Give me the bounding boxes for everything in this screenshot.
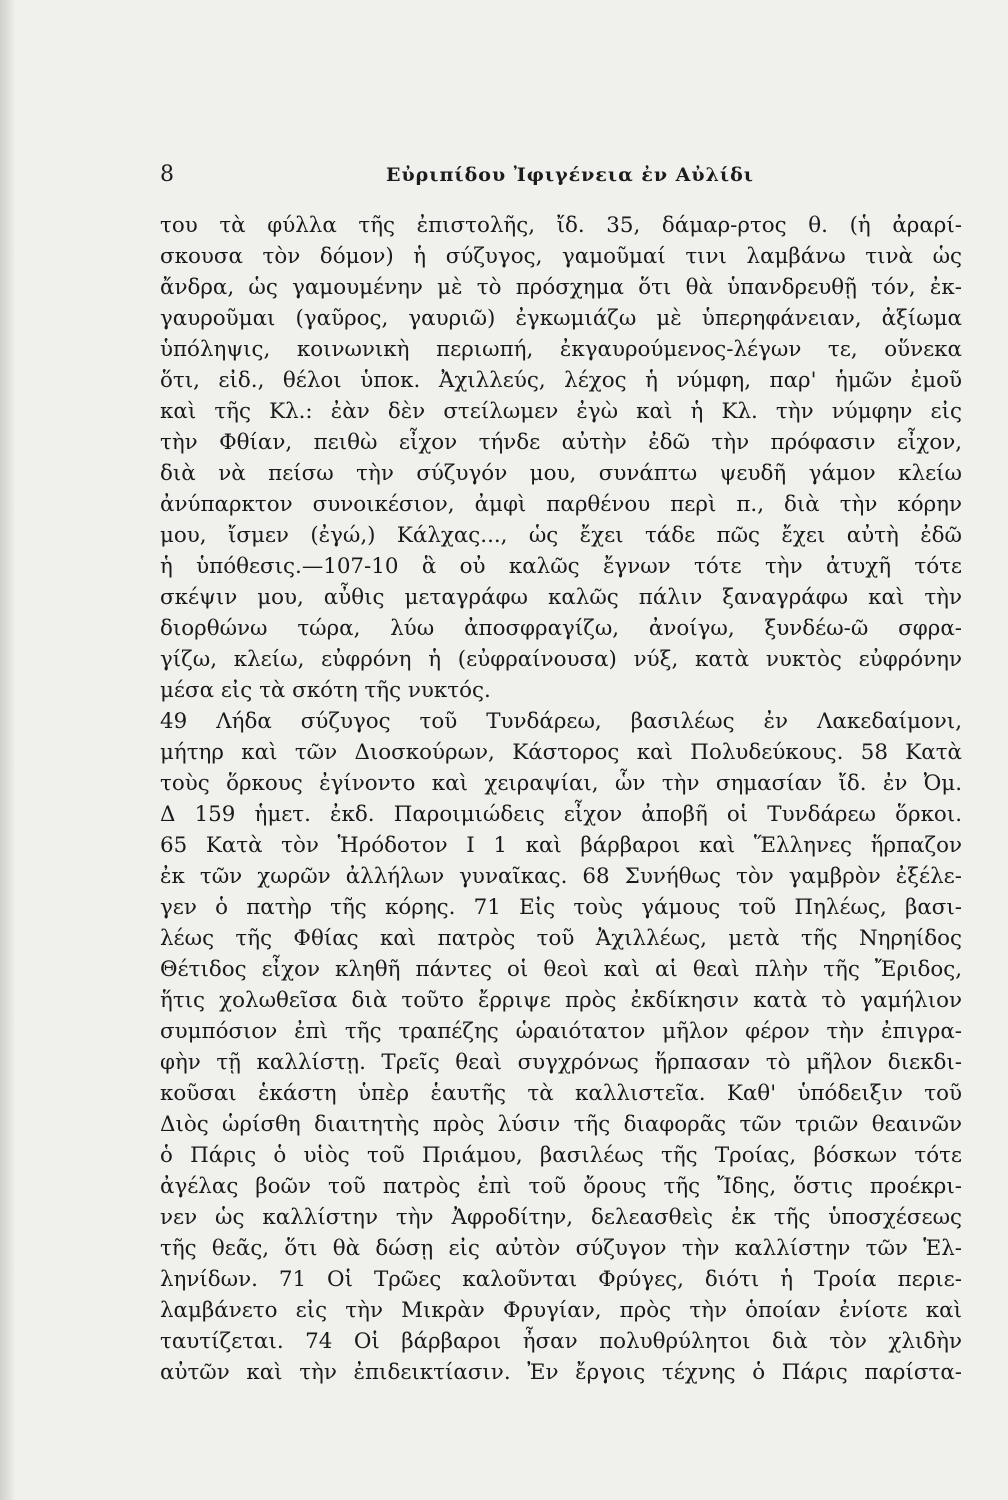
text-line: κοῦσαι ἑκάστη ὑπὲρ ἑαυτῆς τὰ καλλιστεῖα. Καθ' ὑπόδειξιν τοῦ bbox=[160, 1081, 962, 1106]
text-line: μου, ἴσμεν (ἐγώ,) Κάλχας..., ὡς ἔχει τάδε πῶς ἔχει αὐτὴ ἐδῶ bbox=[160, 523, 962, 548]
page-edge-shadow bbox=[0, 0, 14, 1500]
text-line: ἀνύπαρκτον συνοικέσιον, ἀμφὶ παρθένου περὶ π., διὰ τὴν κόρην bbox=[160, 492, 962, 517]
text-line: Διὸς ὡρίσθη διαιτητὴς πρὸς λύσιν τῆς διαφορᾶς τῶν τριῶν θεαινῶν bbox=[160, 1112, 962, 1137]
text-line: ἡ ὑπόθεσις.—107-10 ἃ οὐ καλῶς ἔγνων τότε τὴν ἀτυχῆ τότε bbox=[160, 554, 962, 579]
page-number: 8 bbox=[160, 162, 174, 187]
text-line: μέσα εἰς τὰ σκότη τῆς νυκτός. bbox=[160, 678, 491, 703]
text-line: ταυτίζεται. 74 Οἱ βάρβαροι ἦσαν πολυθρύλητοι διὰ τὸν χλιδὴν bbox=[160, 1329, 962, 1354]
text-line: διορθώνω τώρα, λύω ἀποσφραγίζω, ἀνοίγω, ξυνδέω-ῶ σφρα- bbox=[160, 616, 962, 641]
text-line: τοὺς ὅρκους ἐγίνοντο καὶ χειραψίαι, ὧν τὴν σημασίαν ἴδ. ἐν Ὀμ. bbox=[160, 771, 962, 796]
text-line: ἄνδρα, ὡς γαμουμένην μὲ τὸ πρόσχημα ὅτι θὰ ὑπανδρευθῇ τόν, ἐκ- bbox=[160, 275, 962, 300]
text-line: ὑπόληψις, κοινωνικὴ περιωπή, ἐκγαυρούμενος-λέγων τε, οὕνεκα bbox=[160, 337, 962, 362]
text-line: Θέτιδος εἶχον κληθῆ πάντες οἱ θεοὶ καὶ αἱ θεαὶ πλὴν τῆς Ἔριδος, bbox=[160, 957, 962, 982]
text-line: 65 Κατὰ τὸν Ἡρόδοτον Ι 1 καὶ βάρβαροι καὶ Ἕλληνες ἥρπαζον bbox=[160, 833, 962, 858]
text-line: ἥτις χολωθεῖσα διὰ τοῦτο ἔρριψε πρὸς ἐκδίκησιν κατὰ τὸ γαμήλιον bbox=[160, 988, 962, 1013]
text-line: γίζω, κλείω, εὐφρόνη ἡ (εὐφραίνουσα) νύξ, κατὰ νυκτὸς εὐφρόνην bbox=[160, 647, 962, 672]
text-line: 49 Λήδα σύζυγος τοῦ Τυνδάρεω, βασιλέως ἐν Λακεδαίμονι, bbox=[160, 709, 962, 734]
commentary-text bbox=[160, 210, 962, 1388]
text-line: σκέψιν μου, αὖθις μεταγράφω καλῶς πάλιν ξαναγράφω καὶ τὴν bbox=[160, 585, 962, 610]
text-line: φὴν τῇ καλλίστῃ. Τρεῖς θεαὶ συγχρόνως ἥρπασαν τὸ μῆλον διεκδι- bbox=[160, 1050, 962, 1075]
text-line: γαυροῦμαι (γαῦρος, γαυριῶ) ἐγκωμιάζω μὲ ὑπερηφάνειαν, ἀξίωμα bbox=[160, 306, 962, 331]
text-line: διὰ νὰ πείσω τὴν σύζυγόν μου, συνάπτω ψευδῆ γάμον κλείω bbox=[160, 461, 962, 486]
text-line: ὅτι, εἰδ., θέλοι ὑποκ. Ἀχιλλεύς, λέχος ἡ νύμφη, παρ' ἡμῶν ἐμοῦ bbox=[160, 368, 962, 393]
text-line: ἀγέλας βοῶν τοῦ πατρὸς ἐπὶ τοῦ ὄρους τῆς Ἴδης, ὅστις προέκρι- bbox=[160, 1174, 962, 1199]
text-line: τῆς θεᾶς, ὅτι θὰ δώσῃ εἰς αὐτὸν σύζυγον τὴν καλλίστην τῶν Ἑλ- bbox=[160, 1236, 962, 1261]
text-line: σκουσα τὸν δόμον) ἡ σύζυγος, γαμοῦμαί τινι λαμβάνω τινὰ ὡς bbox=[160, 244, 962, 269]
text-line: τὴν Φθίαν, πειθὼ εἶχον τήνδε αὐτὴν ἐδῶ τὴν πρόφασιν εἶχον, bbox=[160, 430, 962, 455]
text-line: ἐκ τῶν χωρῶν ἀλλήλων γυναῖκας. 68 Συνήθως τὸν γαμβρὸν ἐξέλε- bbox=[160, 864, 962, 889]
text-line: νεν ὡς καλλίστην τὴν Ἀφροδίτην, δελεασθεὶς ἐκ τῆς ὑποσχέσεως bbox=[160, 1205, 962, 1230]
text-line: αὐτῶν καὶ τὴν ἐπιδεικτίασιν. Ἐν ἔργοις τέχνης ὁ Πάρις παρίστα- bbox=[160, 1360, 962, 1385]
text-line: του τὰ φύλλα τῆς ἐπιστολῆς, ἴδ. 35, δάμαρ-ρτος θ. (ἡ ἀραρί- bbox=[160, 213, 962, 238]
text-line: λαμβάνετο εἰς τὴν Μικρὰν Φρυγίαν, πρὸς τὴν ὁποίαν ἐνίοτε καὶ bbox=[160, 1298, 962, 1323]
text-line: ὁ Πάρις ὁ υἱὸς τοῦ Πριάμου, βασιλέως τῆς Τροίας, βόσκων τότε bbox=[160, 1143, 962, 1168]
text-line: καὶ τῆς Κλ.: ἐὰν δὲν στείλωμεν ἐγὼ καὶ ἡ Κλ. τὴν νύμφην εἰς bbox=[160, 399, 962, 424]
text-line: συμπόσιον ἐπὶ τῆς τραπέζης ὡραιότατον μῆλον φέρον τὴν ἐπιγρα- bbox=[160, 1019, 962, 1044]
text-line: Δ 159 ἡμετ. ἐκδ. Παροιμιώδεις εἶχον ἀποβῆ οἱ Τυνδάρεω ὅρκοι. bbox=[160, 802, 962, 827]
text-line: μήτηρ καὶ τῶν Διοσκούρων, Κάστορος καὶ Πολυδεύκους. 58 Κατὰ bbox=[160, 740, 962, 765]
text-line: λέως τῆς Φθίας καὶ πατρὸς τοῦ Ἀχιλλέως, μετὰ τῆς Νηρηίδος bbox=[160, 926, 962, 951]
page-header bbox=[160, 162, 962, 188]
text-line: γεν ὁ πατὴρ τῆς κόρης. 71 Εἰς τοὺς γάμους τοῦ Πηλέως, βασι- bbox=[160, 895, 962, 920]
running-title: Εὐριπίδου Ἰφιγένεια ἐν Αὐλίδι bbox=[386, 164, 754, 186]
text-line: ληνίδων. 71 Οἱ Τρῶες καλοῦνται Φρύγες, διότι ἡ Τροία περιε- bbox=[160, 1267, 962, 1292]
